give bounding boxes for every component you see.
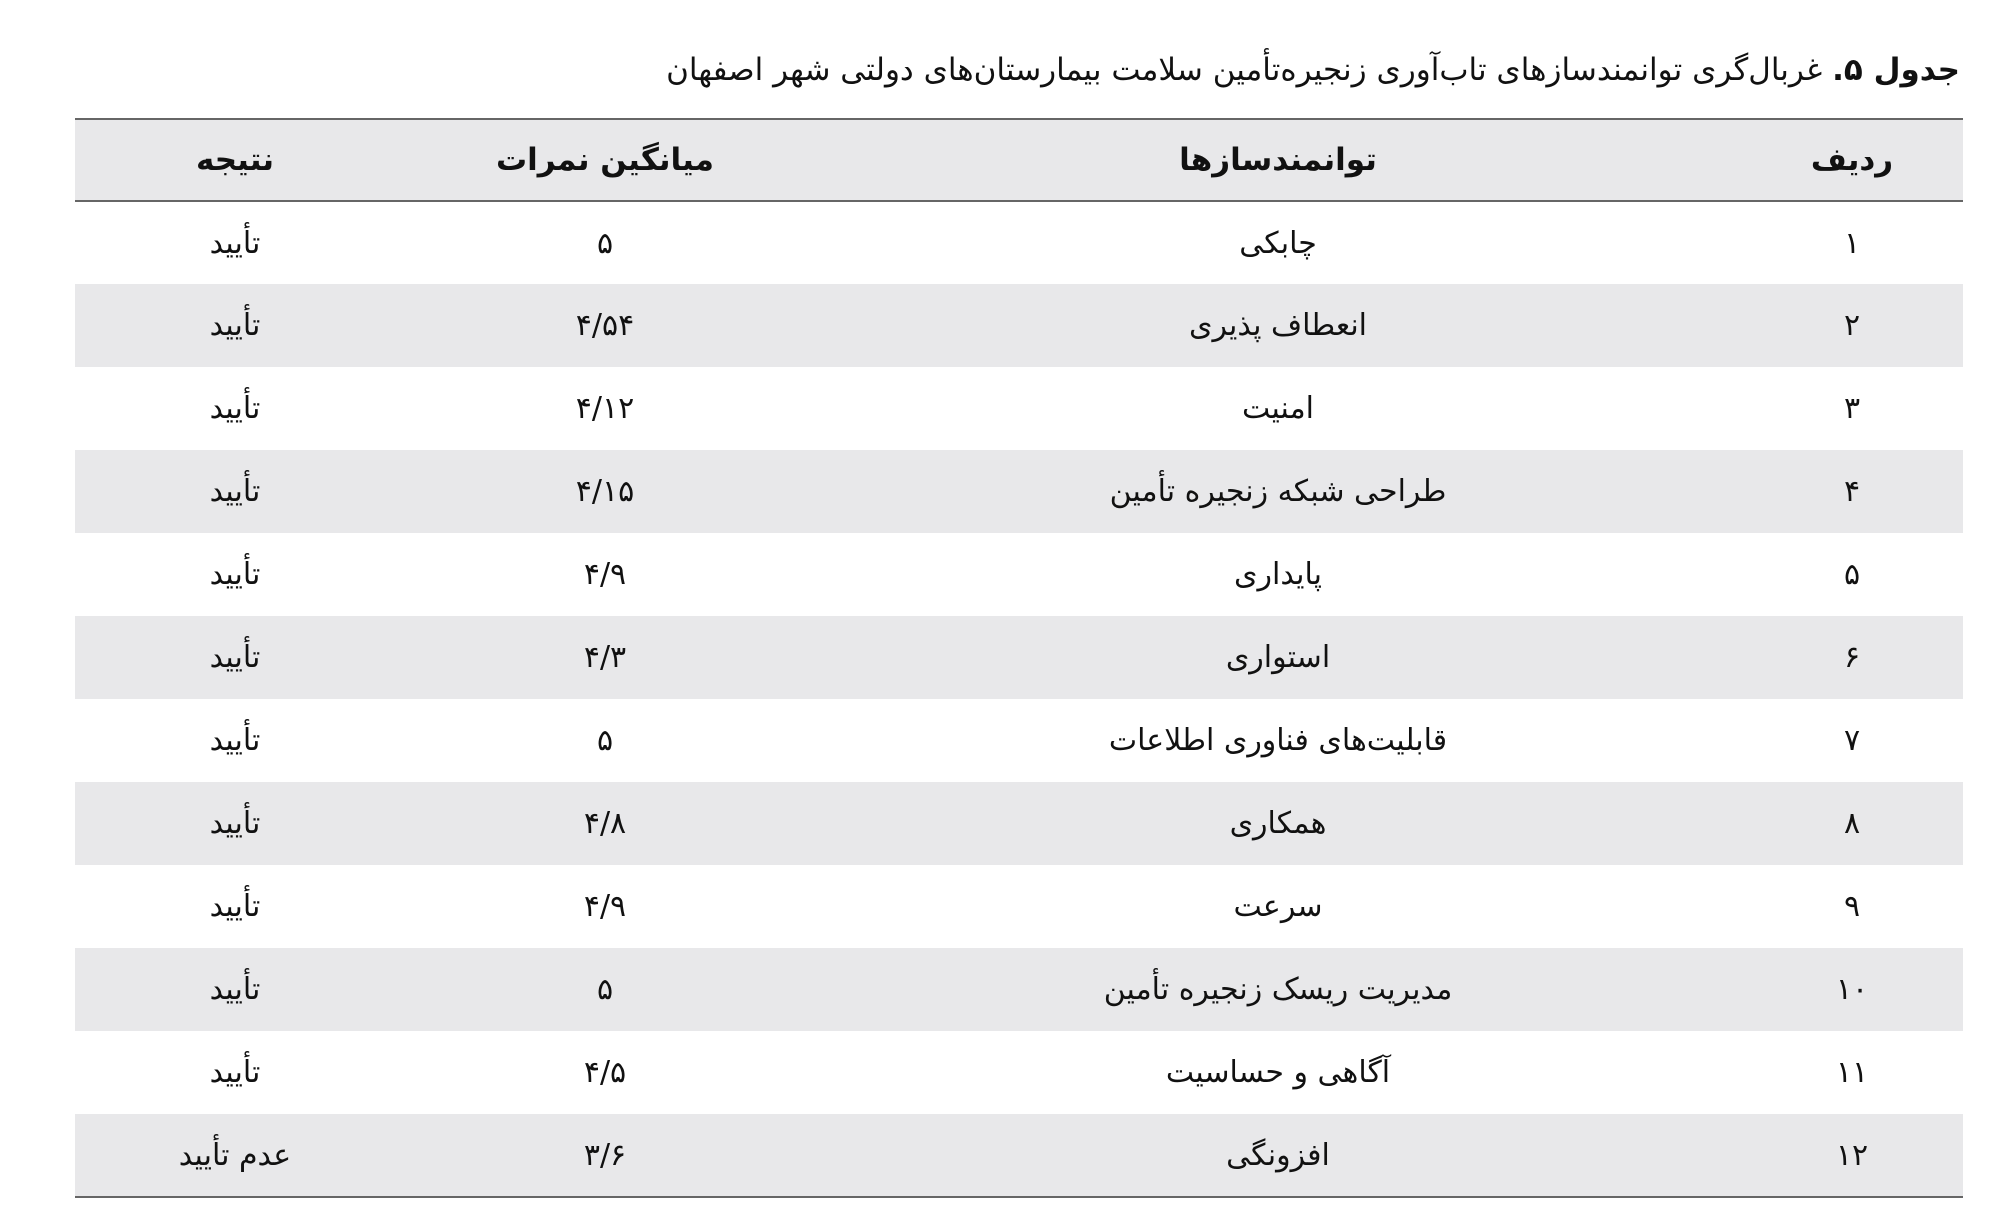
table-body: [75, 201, 1963, 1197]
table-row: [75, 865, 1963, 948]
cell-enabler: آگاهی و حساسیت: [1165, 1055, 1391, 1090]
cell-enabler: قابلیت‌های فناوری اطلاعات: [1108, 723, 1448, 758]
cell-row-number: ۱: [1843, 225, 1861, 261]
cell-result: تأیید: [209, 723, 261, 758]
cell-mean: ۴/۳: [583, 640, 627, 675]
header-mean-scores: میانگین نمرات: [395, 119, 815, 201]
header-enablers: توانمندسازها: [815, 119, 1741, 201]
cell-row-number: ۱۱: [1835, 1055, 1869, 1090]
header-row-number: ردیف: [1741, 119, 1963, 201]
cell-result: تأیید: [209, 225, 261, 261]
cell-enabler: همکاری: [1229, 806, 1327, 841]
table-row: [75, 948, 1963, 1031]
cell-result: تأیید: [209, 474, 261, 509]
cell-enabler: انعطاف پذیری: [1188, 308, 1368, 343]
cell-result: تأیید: [209, 972, 261, 1007]
cell-row-number: ۵: [1843, 557, 1861, 592]
cell-mean: ۵: [596, 225, 614, 261]
cell-enabler: استواری: [1225, 640, 1331, 675]
cell-row-number: ۸: [1843, 806, 1861, 841]
screening-table-container: [75, 118, 1963, 1198]
table-row: [75, 1114, 1963, 1197]
cell-result: تأیید: [209, 391, 261, 426]
cell-result: تأیید: [209, 889, 261, 924]
cell-result: تأیید: [209, 557, 261, 592]
cell-mean: ۴/۹: [583, 557, 627, 592]
cell-mean: ۵: [596, 972, 614, 1007]
table-row: [75, 533, 1963, 616]
cell-mean: ۴/۱۵: [575, 474, 635, 509]
table-row: [75, 201, 1963, 284]
cell-result: تأیید: [209, 640, 261, 675]
cell-mean: ۴/۹: [583, 889, 627, 924]
table-row: [75, 1031, 1963, 1114]
cell-row-number: ۳: [1843, 391, 1861, 426]
cell-row-number: ۱۰: [1835, 972, 1869, 1007]
cell-enabler: امنیت: [1242, 391, 1314, 426]
cell-enabler: طراحی شبکه زنجیره تأمین: [1109, 474, 1447, 509]
cell-mean: ۴/۱۲: [575, 391, 635, 426]
screening-table: [75, 118, 1963, 1198]
cell-enabler: سرعت: [1233, 889, 1323, 924]
cell-row-number: ۲: [1843, 308, 1861, 343]
cell-result: تأیید: [209, 1055, 261, 1090]
table-caption: [666, 46, 1960, 94]
cell-enabler: پایداری: [1234, 557, 1322, 592]
cell-enabler: افزونگی: [815, 1114, 1741, 1197]
cell-mean: ۵: [596, 723, 614, 758]
table-row: [75, 450, 1963, 533]
table-row: [75, 284, 1963, 367]
table-row: [75, 782, 1963, 865]
cell-result: عدم تأیید: [75, 1114, 395, 1197]
cell-mean: ۴/۵۴: [575, 308, 635, 343]
cell-enabler: چابکی: [1239, 225, 1317, 261]
caption-label: جدول ۵.: [1832, 52, 1960, 88]
cell-row-number: ۹: [1843, 889, 1861, 924]
cell-row-number: ۶: [1843, 640, 1861, 675]
cell-result: تأیید: [209, 806, 261, 841]
table-row: [75, 367, 1963, 450]
table-header: [75, 119, 1963, 201]
cell-row-number: ۷: [1843, 723, 1861, 758]
table-row: [75, 699, 1963, 782]
table-row: [75, 616, 1963, 699]
header-result: نتیجه: [75, 119, 395, 201]
cell-mean: ۳/۶: [395, 1114, 815, 1197]
cell-result: تأیید: [209, 308, 261, 343]
cell-row-number: ۱۲: [1741, 1114, 1963, 1197]
caption-text: غربال‌گری توانمندسازهای تاب‌آوری زنجیره‌تأمین سلامت بیمارستان‌های دولتی شهر اصفهان: [666, 52, 1823, 88]
cell-row-number: ۴: [1843, 474, 1861, 509]
cell-mean: ۴/۸: [583, 806, 627, 841]
cell-mean: ۴/۵: [583, 1055, 627, 1090]
header-row: [75, 119, 1963, 201]
cell-enabler: مدیریت ریسک زنجیره تأمین: [1103, 972, 1453, 1007]
